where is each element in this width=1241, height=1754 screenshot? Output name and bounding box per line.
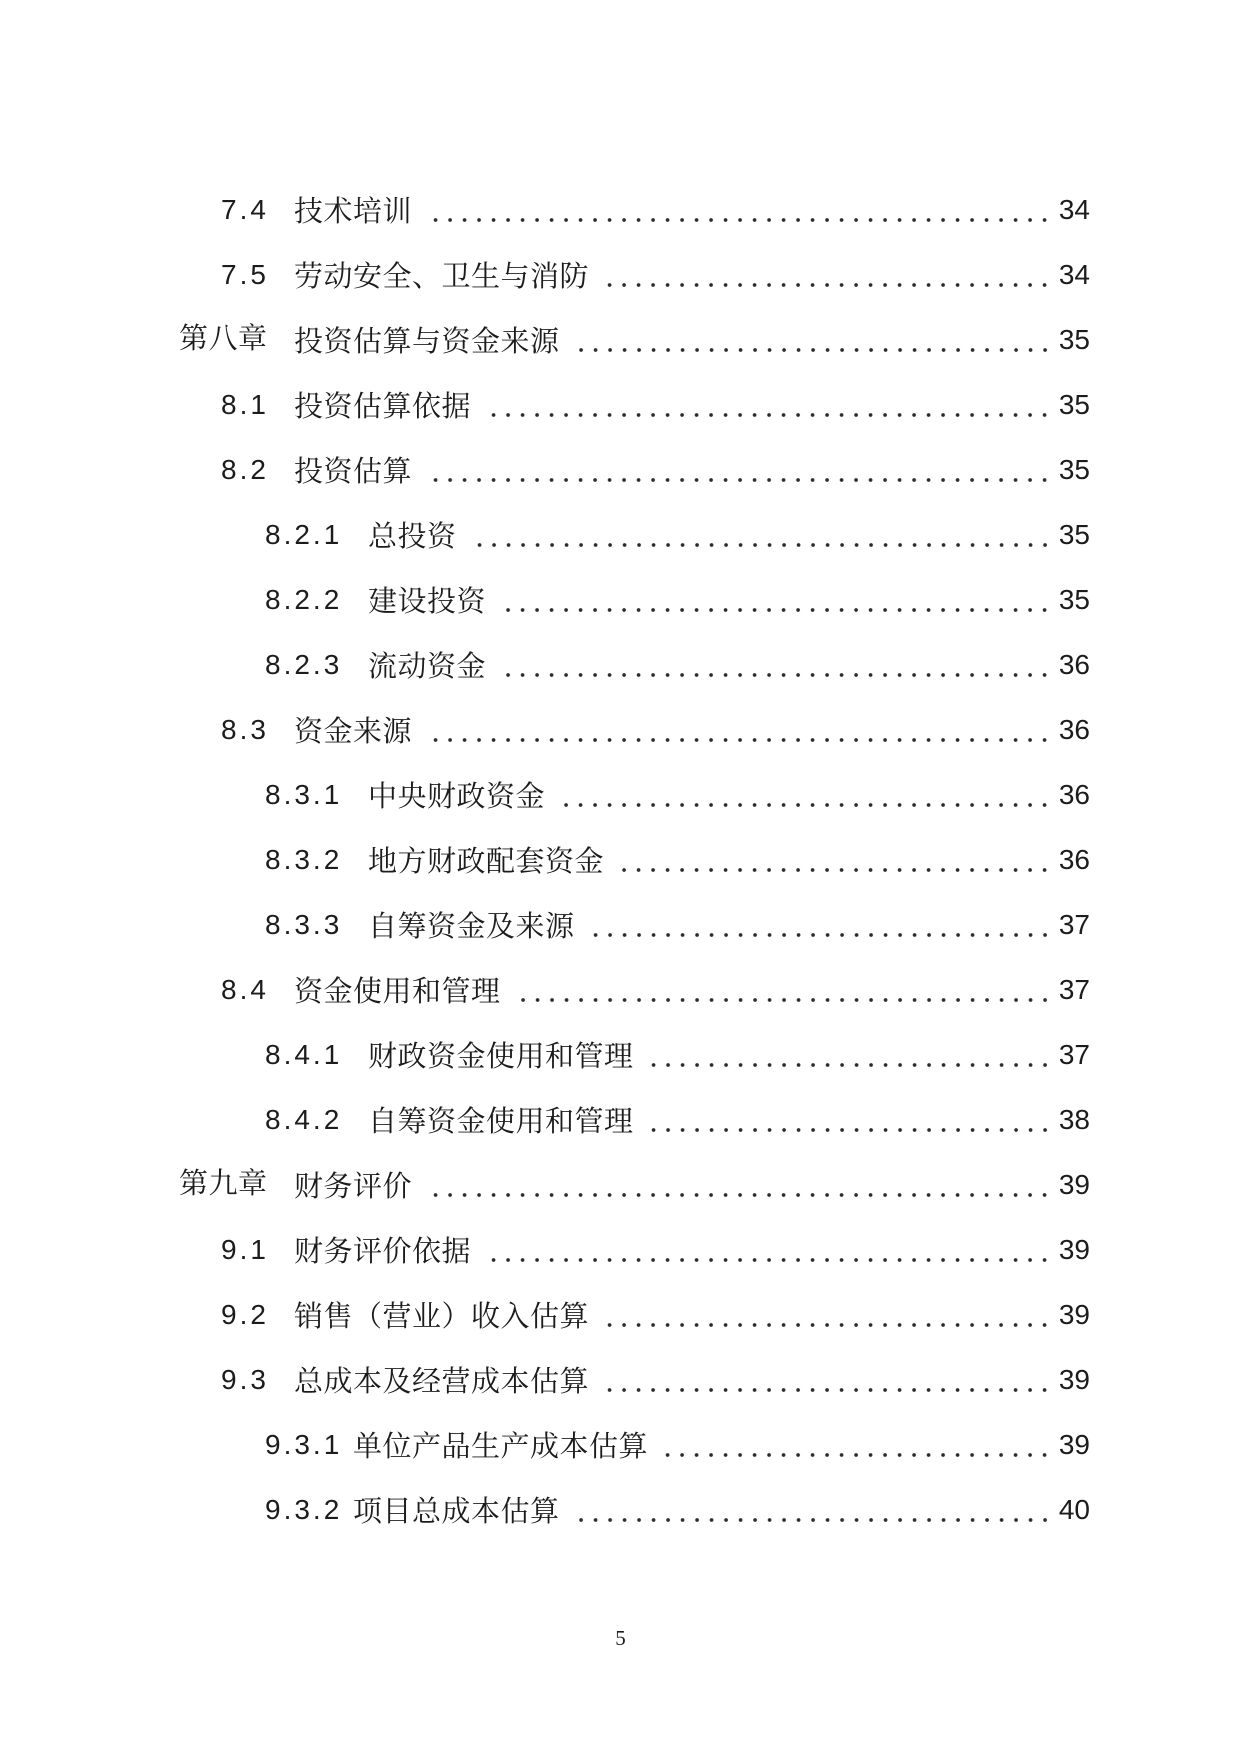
entry-page-number: 39 [1058,1428,1090,1460]
entry-title: 自筹资金及来源 [368,911,575,943]
entry-number: 8.2 [221,454,269,485]
dot-leader [557,783,1052,807]
entry-page-number: 39 [1058,1363,1090,1395]
chapter-number: 第八章 [179,323,268,355]
entry-line [294,1347,1090,1412]
toc-subentry [0,1477,1241,1542]
dot-leader [469,523,1052,547]
entry-number: 8.2.1 [265,519,343,550]
entry-line [294,177,1090,242]
dot-leader [646,1108,1052,1132]
entry-number: 8.4 [221,974,269,1005]
entry-line [294,242,1090,307]
toc-chapter-entry [0,307,1241,372]
toc-subentry [0,632,1241,697]
entry-page-number: 39 [1058,1298,1090,1330]
entry-line [294,437,1090,502]
entry-title: 建设投资 [368,586,487,618]
entry-title: 总成本及经营成本估算 [294,1366,590,1398]
entry-line [368,892,1090,957]
dot-leader [483,1238,1052,1262]
entry-title: 劳动安全、卫生与消防 [294,261,590,293]
toc-entry [0,1347,1241,1412]
entry-line [294,307,1090,372]
entry-title: 资金来源 [294,716,413,748]
entry-page-number: 37 [1058,973,1090,1005]
entry-number: 8.3.1 [265,779,343,810]
entry-title: 财务评价依据 [294,1236,472,1268]
toc-subentry [0,502,1241,567]
dot-leader [601,1303,1052,1327]
entry-number: 8.4.1 [265,1039,343,1070]
entry-line [368,502,1090,567]
entry-title: 投资估算 [294,456,413,488]
entry-page-number: 35 [1058,453,1090,485]
entry-line [368,632,1090,697]
toc-entry [0,957,1241,1022]
entry-page-number: 34 [1058,258,1090,290]
dot-leader [572,1498,1052,1522]
entry-number: 8.4.2 [265,1104,343,1135]
toc-entry [0,1282,1241,1347]
chapter-title: 财务评价 [294,1171,413,1203]
table-of-contents [0,177,1241,1542]
dot-leader [587,913,1052,937]
entry-title: 项目总成本估算 [353,1496,560,1528]
dot-leader [660,1433,1052,1457]
entry-page-number: 35 [1058,583,1090,615]
dot-leader [424,1173,1052,1197]
entry-number: 7.4 [221,194,269,225]
entry-page-number: 37 [1058,908,1090,940]
chapter-number: 第九章 [179,1168,268,1200]
entry-title: 销售（营业）收入估算 [294,1301,590,1333]
entry-number: 8.3.3 [265,909,343,940]
toc-subentry [0,827,1241,892]
dot-leader [616,848,1052,872]
toc-entry [0,697,1241,762]
dot-leader [424,458,1052,482]
entry-number: 8.3.2 [265,844,343,875]
entry-line [294,697,1090,762]
dot-leader [498,653,1052,677]
entry-title: 中央财政资金 [368,781,546,813]
entry-number: 8.2.2 [265,584,343,615]
entry-page-number: 37 [1058,1038,1090,1070]
entry-title: 财政资金使用和管理 [368,1041,634,1073]
entry-number: 9.3.1 [265,1429,343,1460]
dot-leader [646,1043,1052,1067]
entry-page-number: 39 [1058,1233,1090,1265]
entry-page-number: 36 [1058,843,1090,875]
entry-page-number: 36 [1058,648,1090,680]
toc-entry [0,242,1241,307]
entry-title: 单位产品生产成本估算 [353,1431,649,1463]
entry-line [368,1022,1090,1087]
entry-page-number: 39 [1058,1168,1090,1200]
entry-line [368,827,1090,892]
entry-page-number: 35 [1058,323,1090,355]
entry-line [294,372,1090,437]
dot-leader [572,328,1052,352]
toc-subentry [0,762,1241,827]
entry-number: 9.2 [221,1299,269,1330]
entry-number: 9.3 [221,1364,269,1395]
entry-number: 7.5 [221,259,269,290]
entry-title: 地方财政配套资金 [368,846,605,878]
entry-line [368,1087,1090,1152]
entry-line [368,762,1090,827]
entry-page-number: 35 [1058,518,1090,550]
entry-line [353,1477,1090,1542]
toc-entry [0,1217,1241,1282]
toc-subentry [0,1412,1241,1477]
entry-line [294,1152,1090,1217]
toc-entry [0,372,1241,437]
dot-leader [498,588,1052,612]
chapter-title: 投资估算与资金来源 [294,326,560,358]
dot-leader [424,718,1052,742]
dot-leader [424,198,1052,222]
entry-number: 8.2.3 [265,649,343,680]
entry-title: 资金使用和管理 [294,976,501,1008]
entry-page-number: 35 [1058,388,1090,420]
page-footer-number: 5 [615,1626,626,1650]
entry-title: 总投资 [368,521,457,553]
dot-leader [601,263,1052,287]
entry-number: 8.1 [221,389,269,420]
entry-line [294,957,1090,1022]
entry-page-number: 38 [1058,1103,1090,1135]
toc-subentry [0,1022,1241,1087]
entry-title: 技术培训 [294,196,413,228]
entry-number: 8.3 [221,714,269,745]
entry-page-number: 40 [1058,1493,1090,1525]
entry-number: 9.3.2 [265,1494,343,1525]
toc-entry [0,437,1241,502]
entry-title: 自筹资金使用和管理 [368,1106,634,1138]
entry-line [368,567,1090,632]
entry-line [353,1412,1090,1477]
toc-chapter-entry [0,1152,1241,1217]
entry-page-number: 36 [1058,778,1090,810]
toc-entry [0,177,1241,242]
entry-number: 9.1 [221,1234,269,1265]
entry-line [294,1282,1090,1347]
toc-subentry [0,892,1241,957]
dot-leader [513,978,1052,1002]
toc-subentry [0,567,1241,632]
toc-subentry [0,1087,1241,1152]
dot-leader [601,1368,1052,1392]
dot-leader [483,393,1052,417]
entry-title: 投资估算依据 [294,391,472,423]
entry-page-number: 36 [1058,713,1090,745]
entry-page-number: 34 [1058,193,1090,225]
entry-line [294,1217,1090,1282]
entry-title: 流动资金 [368,651,487,683]
